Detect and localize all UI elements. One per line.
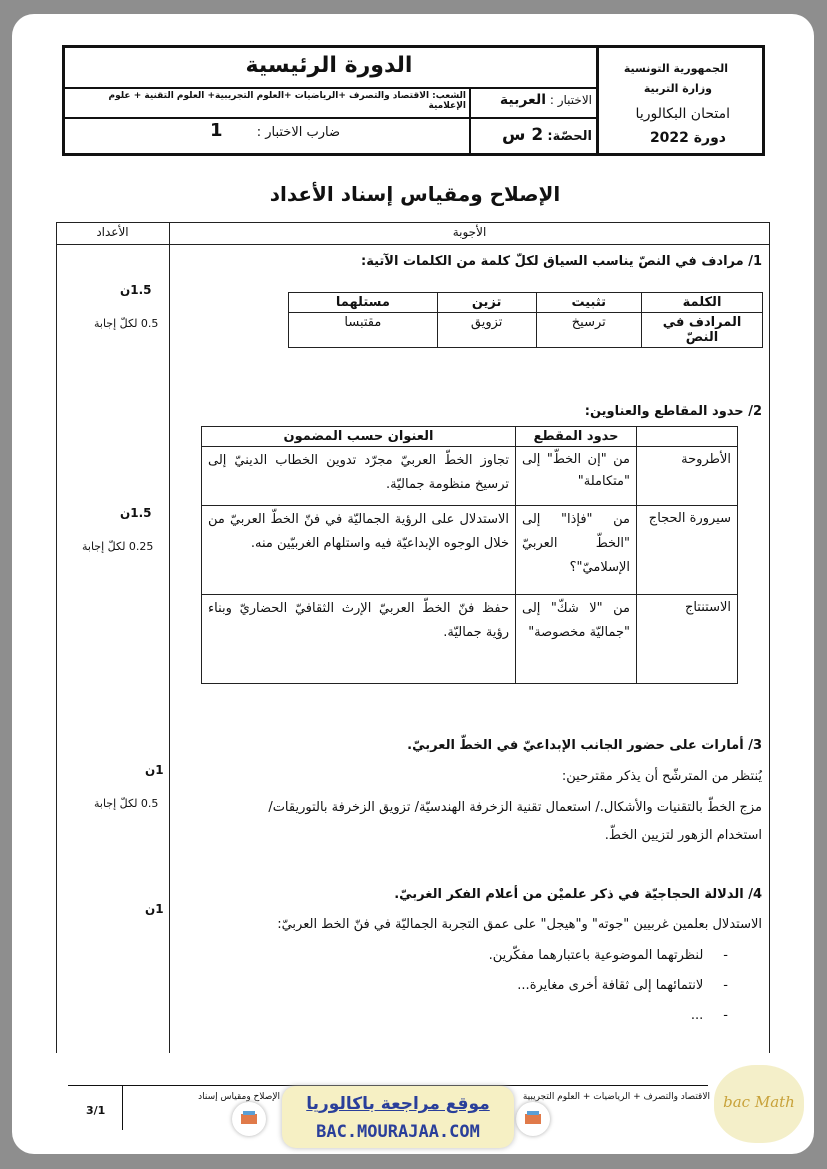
site-banner[interactable] [282, 1086, 514, 1148]
footer-middle-text: الاقتصاد والتصرف + الرياضيات + العلوم التجريبية [522, 1092, 710, 1102]
q1-table [288, 292, 763, 348]
q2-title: حفظ فنّ الخطّ العربيّ الإرث الثقافيّ الحضاريّ وبناء رؤية جماليّة. [202, 595, 516, 684]
q2-limits: من "لا شكّ" إلى "جماليّة مخصوصة" [516, 595, 637, 684]
session: دورة 2022 [649, 130, 726, 146]
header-duration [474, 125, 592, 145]
ministry: وزارة التربية [643, 82, 712, 95]
footer-right-text: الإصلاح ومقياس إسناد [198, 1092, 280, 1102]
q2-name: الأطروحة [637, 447, 738, 506]
book-icon [516, 1102, 550, 1136]
q1-cell: ترسيخ [536, 313, 642, 348]
q2-title: تجاوز الخطّ العربيّ مجرّد تدوين الخطاب الدينيّ إلى ترسيخ منظومة جماليّة. [202, 447, 516, 506]
q2-name: سيرورة الحجاج [637, 506, 738, 595]
banner-line2: BAC.MOURAJAA.COM [316, 1122, 480, 1142]
duration-label: الحصّة: [547, 129, 592, 144]
q2-score-note: 0.25 لكلّ إجابة [82, 540, 154, 553]
q2-cell: العنوان حسب المضمون [202, 427, 516, 447]
q3-score-note: 0.5 لكلّ إجابة [94, 797, 159, 810]
q3-prompt: 3/ أمارات على حضور الجانب الإبداعيّ في الخطّ العربيّ. [407, 738, 762, 753]
q2-score: 1.5ن [120, 506, 152, 520]
q2-cell: حدود المقطع [516, 427, 637, 447]
col-scores-header: الأعداد [96, 225, 129, 239]
q1-cell: مستلهما [289, 293, 438, 313]
q2-row [202, 447, 738, 506]
q2-table [201, 426, 738, 684]
bac-math-logo [714, 1065, 804, 1143]
q1-cell: المرادف في النصّ [642, 313, 763, 348]
q4-bullet: -لانتمائهما إلى ثقافة أخرى مغايرة... [517, 978, 728, 993]
q2-cell [637, 427, 738, 447]
q4-prompt: 4/ الدلالة الحجاجيّة في ذكر علميْن من أعلام الفكر الغربيّ. [394, 887, 762, 902]
footer-logo-right [516, 1102, 550, 1136]
republic: الجمهورية التونسية [623, 62, 728, 75]
header-exam [474, 92, 592, 108]
q1-row-synonyms [289, 313, 763, 348]
exam-name: امتحان البكالوريا [635, 106, 730, 122]
q3-line2: مزج الخطّ بالتقنيات والأشكال./ استعمال تقنية الزخرفة الهندسيّة/ تزويق الزخرفة بالتوريقات/ [268, 800, 762, 815]
q2-header-row [202, 427, 738, 447]
q2-limits: من "إن الخطّ" إلى "متكاملة" [516, 447, 637, 506]
q1-cell: مقتبسا [289, 313, 438, 348]
q2-name: الاستنتاج [637, 595, 738, 684]
col-answers-header: الأجوبة [452, 225, 487, 239]
q2-limits: من "فإذا" إلى "الخطّ العربيّ الإسلاميّ"؟ [516, 506, 637, 595]
q1-prompt: 1/ مرادف في النصّ يناسب السياق لكلّ كلمة من الكلمات الآتية: [361, 254, 762, 269]
header-sections: الشعب: الاقتصاد والتصرف +الرياضيات +العلوم التجريبية+ العلوم التقنية + علوم الإعلامية [108, 91, 466, 111]
q4-score: 1ن [145, 902, 164, 916]
q1-row-words [289, 293, 763, 313]
q3-line1: يُنتظر من المترشّح أن يذكر مقترحين: [561, 769, 762, 784]
q1-cell: تزويق [437, 313, 536, 348]
duration-value: 2 س [502, 125, 544, 145]
q3-line3: استخدام الزهور لتزيين الخطّ. [604, 828, 762, 843]
header-coeff-label: ضارب الاختبار : [256, 125, 340, 140]
q4-bullet: -لنظرتهما الموضوعية باعتبارهما مفكّرين. [488, 948, 728, 963]
q2-prompt: 2/ حدود المقاطع والعناوين: [584, 404, 762, 419]
q3-score: 1ن [145, 763, 164, 777]
q4-line1: الاستدلال بعلمين غربيين "جوته" و"هيجل" على عمق التجربة الجماليّة في فنّ الخط العربيّ: [277, 917, 762, 932]
banner-line1: موقع مراجعة باكالوريا [306, 1094, 490, 1114]
logo-text: bac Math [723, 1093, 795, 1111]
exam-label: الاختبار : [549, 93, 592, 107]
q1-score-note: 0.5 لكلّ إجابة [94, 317, 159, 330]
page-title: الإصلاح ومقياس إسناد الأعداد [269, 182, 561, 206]
q2-row [202, 506, 738, 595]
q1-cell: الكلمة [642, 293, 763, 313]
q1-score: 1.5ن [120, 283, 152, 297]
header-coeff-value: 1 [210, 120, 223, 141]
book-icon [232, 1102, 266, 1136]
q4-bullet: -... [690, 1008, 728, 1023]
header-session-title: الدورة الرئيسية [245, 53, 413, 78]
q1-cell: تثبيت [536, 293, 642, 313]
exam-value: العربية [499, 92, 547, 108]
q4-bullet-text: لانتمائهما إلى ثقافة أخرى مغايرة... [517, 978, 704, 993]
q2-row [202, 595, 738, 684]
q1-cell: تزين [437, 293, 536, 313]
q2-title: الاستدلال على الرؤية الجماليّة في فنّ الخطّ العربيّ من خلال الوجوه الإبداعيّة فيه واستلهام الغربيّين منه. [202, 506, 516, 595]
footer-logo-left [232, 1102, 266, 1136]
footer-page: 3/1 [86, 1104, 106, 1117]
q4-bullet-text: ... [690, 1008, 704, 1023]
q4-bullet-text: لنظرتهما الموضوعية باعتبارهما مفكّرين. [488, 948, 704, 963]
